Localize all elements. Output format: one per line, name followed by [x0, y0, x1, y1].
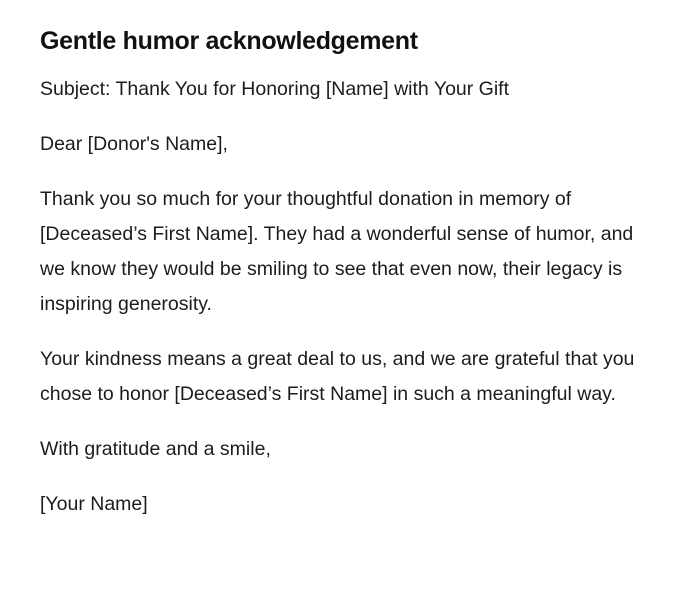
closing-line: With gratitude and a smile, — [40, 438, 271, 460]
signature: [Your Name] — [40, 493, 148, 515]
body-paragraph-1: Thank you so much for your thoughtful donation in memory of [Deceased’s First Name]. They had a wonderful sense of humor, and we know they would be smiling to see that even now, their legacy is inspiring generosity. — [40, 188, 634, 315]
greeting: Dear [Donor's Name], — [40, 133, 228, 155]
body-paragraph-2: Your kindness means a great deal to us, and we are grateful that you chose to honor [Deceased’s First Name] in such a meaningful way. — [40, 348, 635, 405]
subject-line: Subject: Thank You for Honoring [Name] with Your Gift — [40, 78, 509, 100]
letter-document — [40, 24, 660, 542]
document-title: Gentle humor acknowledgement — [40, 27, 418, 55]
